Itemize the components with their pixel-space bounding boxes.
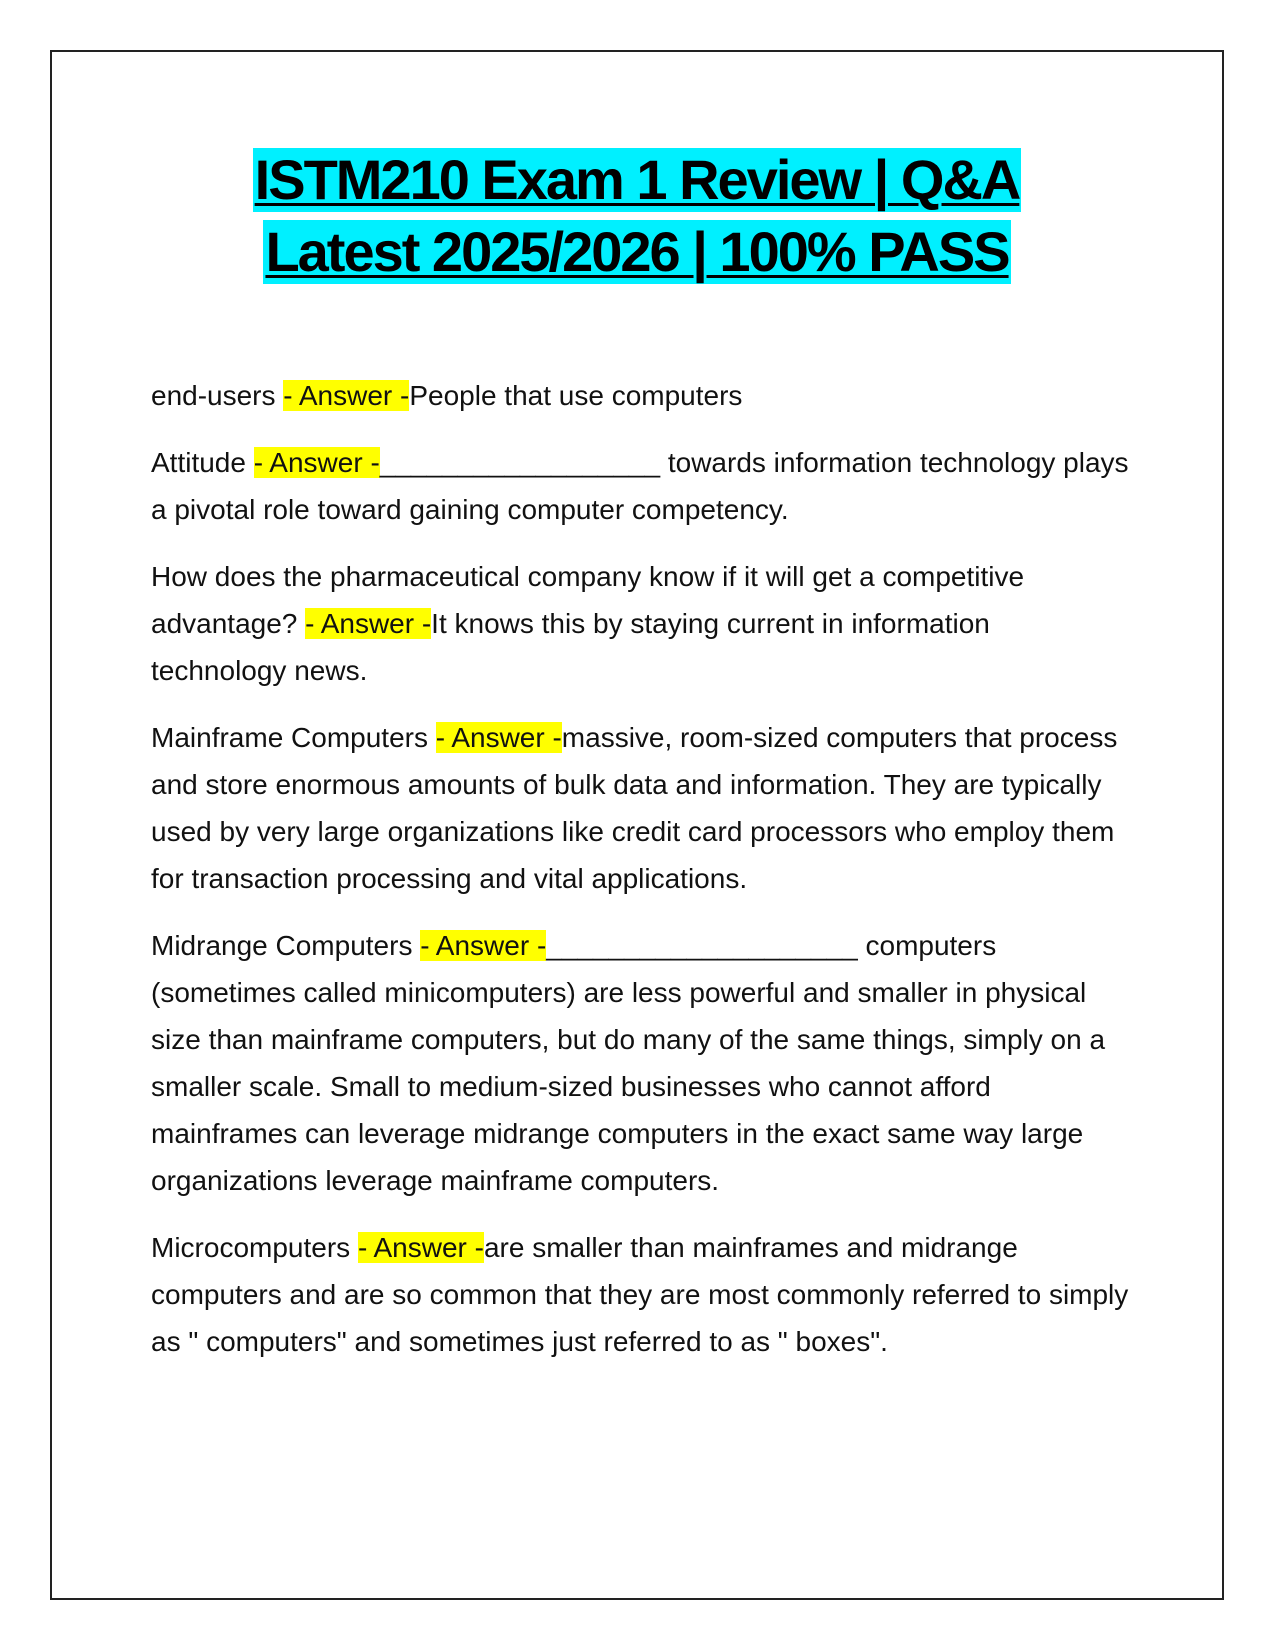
answer-marker: - Answer - <box>253 447 380 478</box>
qa-list <box>151 372 1131 1385</box>
answer-marker: - Answer - <box>283 380 410 411</box>
qa-term: Mainframe Computers <box>151 722 436 753</box>
qa-answer: ____________________ computers (sometimes called minicomputers) are less powerful and smaller in physical size than mainframe computers, but do many of the same things, simply on a smaller scale. Small to medium-sized businesses who cannot afford mainframes can leverage midrange computers in the exact same way large organizations leverage mainframe computers. <box>151 930 1106 1196</box>
qa-term: How does the pharmaceutical company know if it will get a competitive advantage? <box>151 561 1025 639</box>
qa-answer: __________________ towards information technology plays a pivotal role toward gaining computer competency. <box>151 447 1129 525</box>
qa-term: Midrange Computers <box>151 930 421 961</box>
qa-term: end-users <box>151 380 284 411</box>
qa-item <box>151 922 1131 1204</box>
answer-marker: - Answer - <box>420 930 547 961</box>
answer-marker: - Answer - <box>305 608 432 639</box>
qa-answer: People that use computers <box>409 380 743 411</box>
title-line-1: ISTM210 Exam 1 Review | Q&A <box>254 148 1020 211</box>
qa-term: Attitude <box>151 447 254 478</box>
qa-item <box>151 1224 1131 1365</box>
answer-marker: - Answer - <box>357 1232 484 1263</box>
qa-term: Microcomputers <box>151 1232 358 1263</box>
qa-item <box>151 714 1131 902</box>
qa-answer: It knows this by staying current in information technology news. <box>151 608 990 686</box>
qa-item <box>151 553 1131 694</box>
qa-answer: massive, room-sized computers that process and store enormous amounts of bulk data and information. They are typically used by very large organizations like credit card processors who employ them for transaction processing and vital applications. <box>151 722 1118 894</box>
qa-item <box>151 439 1131 533</box>
answer-marker: - Answer - <box>435 722 562 753</box>
qa-answer: are smaller than mainframes and midrange computers and are so common that they are most commonly referred to simply as " computers" and sometimes just referred to as " boxes". <box>151 1232 1129 1357</box>
qa-item <box>151 372 1131 419</box>
document-title <box>50 148 1224 284</box>
title-line-2: Latest 2025/2026 | 100% PASS <box>265 220 1009 283</box>
